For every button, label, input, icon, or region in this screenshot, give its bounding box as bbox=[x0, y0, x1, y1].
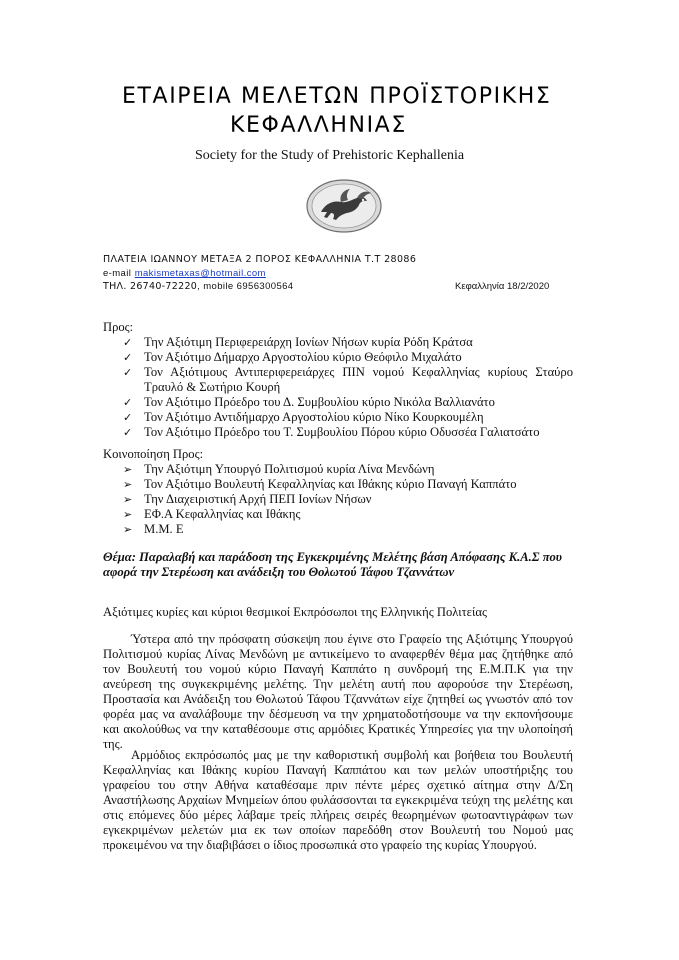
list-item: ✓ Τον Αξιότιμο Πρόεδρο του Δ. Συμβουλίου κύριο Νικόλα Βαλλιανάτο bbox=[123, 395, 495, 409]
list-item: ➢ ΕΦ.Α Κεφαλληνίας και Ιθάκης bbox=[123, 507, 301, 521]
society-name-greek-line2: ΚΕΦΑΛΛΗΝΙΑΣ bbox=[230, 113, 407, 138]
email-line bbox=[103, 268, 266, 279]
arrow-bullet-icon: ➢ bbox=[123, 478, 133, 491]
arrow-bullet-icon: ➢ bbox=[123, 508, 133, 521]
list-item: ✓ Τον Αξιότιμο Δήμαρχο Αργοστολίου κύριο Θεόφιλο Μιχαλάτο bbox=[123, 350, 462, 364]
checkmark-icon: ✓ bbox=[123, 426, 133, 439]
cc-list bbox=[123, 462, 573, 537]
recipients-heading: Προς: bbox=[103, 320, 134, 334]
prehistoric-animal-seal-icon bbox=[305, 178, 383, 234]
recipients-list bbox=[123, 335, 573, 440]
arrow-bullet-icon: ➢ bbox=[123, 463, 133, 476]
arrow-bullet-icon: ➢ bbox=[123, 493, 133, 506]
email-label: e-mail bbox=[103, 268, 132, 279]
checkmark-icon: ✓ bbox=[123, 351, 133, 364]
list-item: ✓ Την Αξιότιμη Περιφερειάρχη Ιονίων Νήσων κυρία Ρόδη Κράτσα bbox=[123, 335, 473, 349]
list-item: ✓ Τον Αξιότιμο Αντιδήμαρχο Αργοστολίου κύριο Νίκο Κουρκουμέλη bbox=[123, 410, 484, 424]
letter-date: Κεφαλληνία 18/2/2020 bbox=[455, 281, 550, 292]
list-item: ➢ Μ.Μ. Ε bbox=[123, 522, 184, 536]
arrow-bullet-icon: ➢ bbox=[123, 523, 133, 536]
checkmark-icon: ✓ bbox=[123, 396, 133, 409]
list-item: ✓ Τον Αξιότιμους Αντιπεριφερειάρχες ΠΙΝ νομού Κεφαλληνίας κυρίους Σταύρο Τραυλό & Σωτήριο Κουρή bbox=[123, 365, 573, 394]
society-name-greek-line1: ΕΤΑΙΡΕΙΑ ΜΕΛΕΤΩΝ ΠΡΟΪΣΤΟΡΙΚΗΣ bbox=[122, 84, 552, 109]
subject-line: Θέμα: Παραλαβή και παράδοση της Εγκεκριμένης Μελέτης βάση Απόφασης Κ.Α.Σ που αφορά την Στερέωση και ανάδειξη του Θολωτού Τάφου Τζαννάτων bbox=[103, 550, 562, 579]
cc-heading: Κοινοποίηση Προς: bbox=[103, 447, 204, 461]
checkmark-icon: ✓ bbox=[123, 366, 133, 379]
salutation: Αξιότιμες κυρίες και κύριοι θεσμικοί Εκπρόσωποι της Ελληνικής Πολιτείας bbox=[103, 605, 487, 619]
list-item: ➢ Την Διαχειριστική Αρχή ΠΕΠ Ιονίων Νήσων bbox=[123, 492, 372, 506]
society-name-english: Society for the Study of Prehistoric Kephallenia bbox=[195, 148, 465, 163]
phone-number: ΤΗΛ. 26740-72220 bbox=[103, 281, 198, 292]
postal-address: ΠΛΑΤΕΙΑ ΙΩΑΝΝΟΥ ΜΕΤΑΞΑ 2 ΠΟΡΟΣ ΚΕΦΑΛΛΗΝΙΑ Τ.Τ 28086 bbox=[103, 254, 417, 265]
body-paragraph-2: Αρμόδιος εκπρόσωπός μας με την καθοριστική συμβολή και βοήθεια του Βουλευτή Κεφαλληνίας και Ιθάκης κυρίου Παναγή Καππάτου και των μελών υποστήριξης του γραφείου του στην Αθήνα καταθέσαμε πριν πέντε μέρες σχετικό αίτημα στην Δ/Ση Αναστήλωσης Αρχαίων Μνημείων όπου φυλάσσονται τα εγκεκριμένα τεύχη της μελέτης και στις επόμενες δύο μέρες λάβαμε τρείς πλήρεις σειρές θεωρημένων φωτοαντιγράφων των εγκεκριμένων μελετών μια εκ των οποίων παρεδόθη στον Βουλευτή του Νομού μας προκειμένου να την διαβιβάσει ο ίδιος προσωπικά στο γραφείο της κυρίας Υπουργού. bbox=[103, 748, 573, 852]
list-item: ➢ Την Αξιότιμη Υπουργό Πολιτισμού κυρία Λίνα Μενδώνη bbox=[123, 462, 435, 476]
body-paragraph-1: Ύστερα από την πρόσφατη σύσκεψη που έγινε στο Γραφείο της Αξιότιμης Υπουργού Πολιτισμού κυρίας Λίνας Μενδώνη με αντικείμενο το αναφερθέν θέμα μας ζητήθηκε από τον Βουλευτή του νομού κύριο Παναγή Καππάτο η συνδρομή της Ε.Μ.Π.Κ για την ανεύρεση της συγκεκριμένης μελέτης. Την μελέτη αυτή που αφορούσε την Στερέωση, Προστασία και Ανάδειξη του Θολωτού Τάφου Τζαννάτων είχε ζητηθεί ως γνωστόν από τον φορέα μας να αναλάβουμε την δέσμευση να την χρηματοδοτήσουμε να την εκπονήσουμε και ακολούθως να την καταθέσουμε στις αρμόδιες Κρατικές Υπηρεσίες για την υλοποίησή της. bbox=[103, 632, 573, 751]
checkmark-icon: ✓ bbox=[123, 411, 133, 424]
email-link[interactable]: makismetaxas@hotmail.com bbox=[134, 268, 266, 279]
mobile-number: , mobile 6956300564 bbox=[197, 281, 294, 292]
checkmark-icon: ✓ bbox=[123, 336, 133, 349]
list-item: ➢ Τον Αξιότιμο Βουλευτή Κεφαλληνίας και Ιθάκης κύριο Παναγή Καππάτο bbox=[123, 477, 517, 491]
phone-line bbox=[103, 281, 294, 292]
list-item: ✓ Τον Αξιότιμο Πρόεδρο του Τ. Συμβουλίου Πόρου κύριο Οδυσσέα Γαλιατσάτο bbox=[123, 425, 540, 439]
